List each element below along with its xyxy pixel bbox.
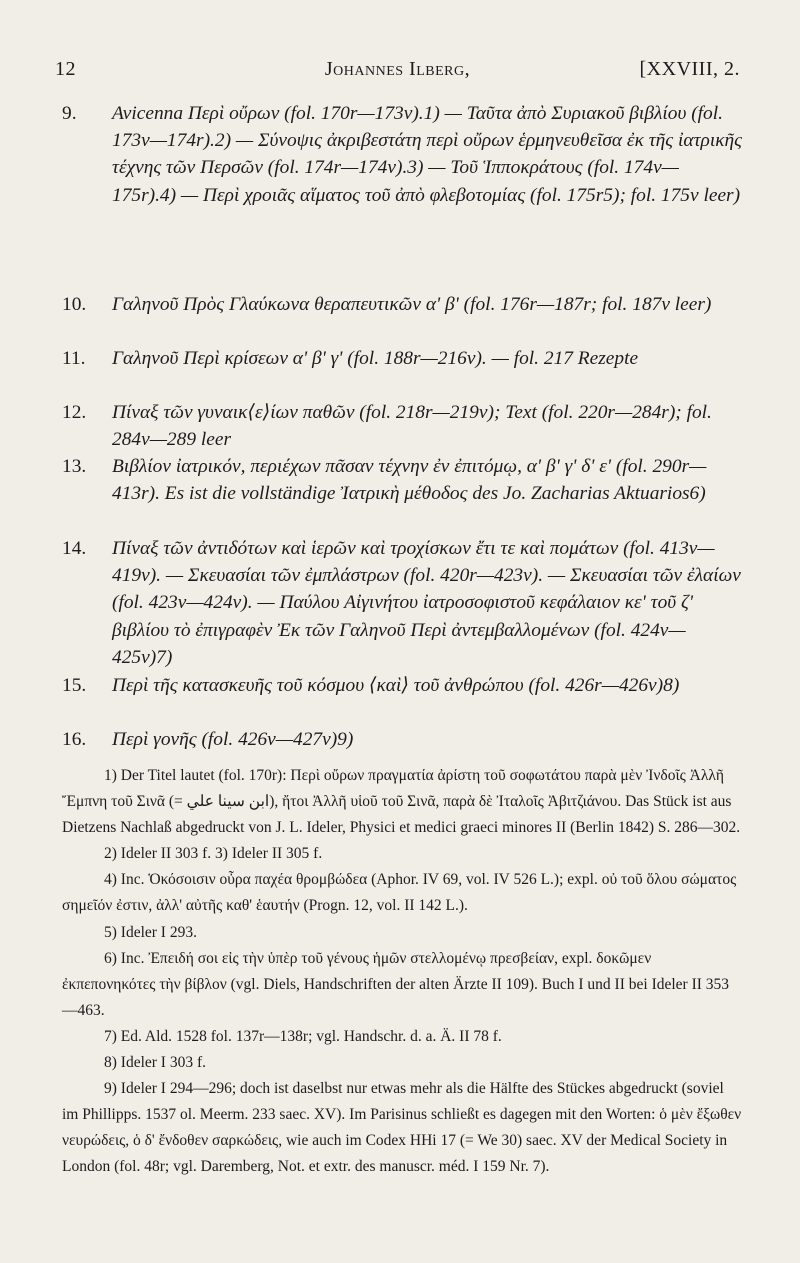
running-title: Johannes Ilberg, xyxy=(324,58,471,80)
entry-number: 15. xyxy=(62,675,87,696)
footnote: 6) Inc. Ἐπειδή σοι εἰς τὴν ὑπὲρ τοῦ γένους ἡμῶν στελλομένῳ πρεσβείαν, expl. δοκῶμεν ἐκπεπονηκότες τὴν βίβλον (vgl. Diels, Handschriften der alten Ärzte II 109). Buch I und II bei Ideler II 353—463. xyxy=(62,949,730,1019)
footnote: 5) Ideler I 293. xyxy=(104,923,197,941)
list-item xyxy=(62,726,742,753)
list-item xyxy=(62,453,742,535)
footnote: 9) Ideler I 294—296; doch ist daselbst nur etwas mehr als die Hälfte des Stückes abgedruckt (soviel im Phillipps. 1537 ol. Meerm. 233 saec. XV). Im Parisinus schließt es dagegen mit den Worten: ὁ μὲν ἔξωθεν νευρώδεις, ὁ δ' ἔνδοθεν σαρκώδεις, wie auch im Codex HHi 17 (= We 30) saec. XV der Medical Society in London (fol. 48r; vgl. Daremberg, Not. et extr. des manuscr. méd. I 159 Nr. 7). xyxy=(62,1080,742,1176)
list-item xyxy=(62,672,742,726)
entry-text: Γαληνοῦ Περὶ κρίσεων α' β' γ' (fol. 188r—216v). — fol. 217 Rezepte xyxy=(112,348,639,369)
entry-text: Πίναξ τῶν ἀντιδότων καὶ ἱερῶν καὶ τροχίσκων ἔτι τε καὶ πομάτων (fol. 413v—419v). — Σκευασίαι τῶν ἐμπλάστρων (fol. 420r—423v). — Σκευασίαι τῶν ἐλαίων (fol. 423v—424v). — Παύλου Αἰγινήτου ἰατροσοφιστοῦ κεφάλαιον κε' τοῦ ζ' βιβλίου τὸ ἐπιγραφὲν Ἐκ τῶν Γαληνοῦ Περὶ ἀντεμβαλλομένων (fol. 424v—425v)7) xyxy=(112,538,741,668)
footnote: 2) Ideler II 303 f. 3) Ideler II 305 f. xyxy=(104,845,323,863)
entry-number: 11. xyxy=(62,348,86,369)
footnote: 1) Der Titel lautet (fol. 170r): Περὶ οὔρων πραγματία ἀρίστη τοῦ σοφωτάτου παρὰ μὲν Ἰνδοῖς Ἀλλῆ Ἔμπνη τοῦ Σινᾶ (= ابن سينا علي), ἤτοι Ἀλλῆ υἱοῦ τοῦ Σινᾶ, παρὰ δὲ Ἰταλοῖς Ἀβιτζιάνου. Das Stück ist aus Dietzens Nachlaß abgedruckt von J. L. Ideler, Physici et medici graeci minores II (Berlin 1842) S. 286—302. xyxy=(62,767,741,837)
footnote: 7) Ed. Ald. 1528 fol. 137r—138r; vgl. Handschr. d. a. Ä. II 78 f. xyxy=(104,1027,502,1045)
entry-text: Πίναξ τῶν γυναικ⟨ε⟩ίων παθῶν (fol. 218r—219v); Text (fol. 220r—284r); fol. 284v—289 leer xyxy=(112,402,712,451)
page-number: 12 xyxy=(55,58,76,80)
footnotes xyxy=(62,763,742,1181)
footnote: 4) Inc. Ὁκόσοισιν οὖρα παχέα θρομβώδεα (Aphor. IV 69, vol. IV 526 L.); expl. οὐ τοῦ ὅλου σώματος σημεῖόν ἐστιν, ἀλλ' αὐτῆς καθ' ἑαυτήν (Progn. 12, vol. II 142 L.). xyxy=(62,871,737,915)
entry-text: Περὶ γονῆς (fol. 426v—427v)9) xyxy=(112,729,354,750)
entry-number: 16. xyxy=(62,729,87,750)
entry-number: 10. xyxy=(62,294,87,315)
entry-text: Περὶ τῆς κατασκευῆς τοῦ κόσμου ⟨καὶ⟩ τοῦ ἀνθρώπου (fol. 426r—426v)8) xyxy=(112,675,680,696)
entry-text: Avicenna Περὶ οὔρων (fol. 170r—173v).1) — Ταῦτα ἀπὸ Συριακοῦ βιβλίου (fol. 173v—174r).2) — Σύνοψις ἀκριβεστάτη περὶ οὔρων ἑρμηνευθεῖσα ἐκ τῆς ἰατρικῆς τέχνης τῶν Περσῶν (fol. 174r—174v).3) — Τοῦ Ἱπποκράτους (fol. 174v—175r).4) — Περὶ χροιᾶς αἵματος τοῦ ἀπὸ φλεβοτομίας (fol. 175r5); fol. 175v leer) xyxy=(112,103,742,206)
list-item xyxy=(62,535,742,672)
entry-number: 9. xyxy=(62,103,77,124)
entry-text: Γαληνοῦ Πρὸς Γλαύκωνα θεραπευτικῶν α' β' (fol. 176r—187r; fol. 187v leer) xyxy=(112,294,712,315)
list-item xyxy=(62,345,742,399)
list-item xyxy=(62,399,742,453)
entry-text: Βιβλίον ἰατρικόν, περιέχων πᾶσαν τέχνην ἐν ἐπιτόμῳ, α' β' γ' δ' ε' (fol. 290r—413r). Es ist die vollständige Ἰατρικὴ μέθοδος des Jo. Zacharias Aktuarios6) xyxy=(112,456,707,505)
list-item xyxy=(62,100,742,291)
entry-number: 14. xyxy=(62,538,87,559)
manuscript-contents-list xyxy=(62,100,742,753)
footnote: 8) Ideler I 303 f. xyxy=(104,1054,206,1072)
entry-number: 12. xyxy=(62,402,87,423)
section-reference: [XXVIII, 2. xyxy=(639,58,740,80)
entry-number: 13. xyxy=(62,456,87,477)
list-item xyxy=(62,291,742,345)
